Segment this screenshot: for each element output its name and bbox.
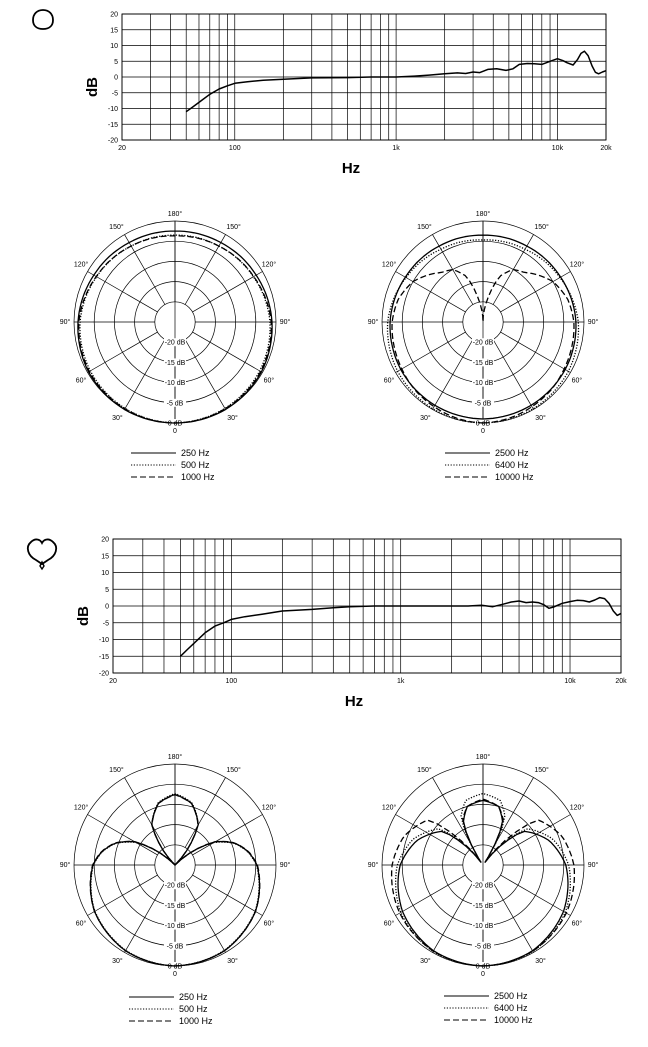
frequency-response-chart-cardioid: [75, 537, 627, 711]
polar-angle-label: 150°: [109, 767, 124, 775]
legend-label: 250 Hz: [179, 992, 208, 1002]
y-tick-label: 0: [114, 74, 118, 82]
polar-spoke: [125, 339, 165, 409]
polar-angle-label: 60°: [571, 377, 583, 385]
x-tick-label: 10k: [564, 678, 576, 685]
polar-angle-label: 180°: [167, 211, 183, 218]
polar-angle-label: 30°: [420, 414, 431, 422]
polar-angle-label: 0: [481, 428, 485, 435]
polar-angle-label: 90°: [279, 319, 291, 326]
polar-db-label: -15 dB: [472, 359, 494, 367]
polar-chart-omni-low: [60, 210, 291, 482]
polar-db-label: -10 dB: [472, 923, 494, 931]
polar-angle-label: 0: [481, 971, 485, 978]
polar-angle-label: 90°: [587, 862, 599, 869]
polar-angle-label: 60°: [75, 377, 87, 385]
polar-db-label: -15 dB: [164, 359, 186, 367]
polar-angle-label: 120°: [73, 804, 89, 812]
y-tick-label: 10: [101, 570, 109, 577]
frequency-response-chart-omni: [84, 12, 612, 178]
polar-db-label: -10 dB: [472, 380, 494, 388]
legend-label: 500 Hz: [179, 1004, 208, 1014]
polar-spoke: [433, 235, 473, 305]
polar-db-label: -10 dB: [164, 380, 186, 388]
polar-spoke: [493, 339, 533, 409]
polar-db-label: -20 dB: [472, 882, 494, 890]
x-tick-label: 100: [225, 678, 238, 685]
polar-spoke: [433, 339, 473, 409]
legend-label: 10000 Hz: [495, 472, 534, 482]
polar-spoke: [192, 815, 262, 855]
polar-spoke: [185, 339, 225, 409]
polar-spoke: [500, 332, 570, 372]
legend-label: 250 Hz: [181, 448, 210, 458]
polar-db-label: -5 dB: [166, 943, 184, 951]
polar-angle-label: 150°: [417, 224, 432, 232]
polar-spoke: [185, 882, 225, 952]
polar-spoke: [500, 875, 570, 915]
x-tick-label: 10k: [551, 145, 564, 152]
polar-angle-label: 120°: [381, 804, 397, 812]
polar-chart-cardioid-low: [60, 753, 291, 1026]
polar-angle-label: 180°: [475, 754, 491, 761]
cardioid-pattern-icon: [28, 539, 56, 564]
polar-db-label: -20 dB: [164, 882, 186, 890]
polar-db-label: -20 dB: [164, 339, 186, 347]
polar-spoke: [192, 272, 262, 312]
polar-angle-label: 180°: [167, 754, 183, 761]
polar-spoke: [125, 235, 165, 305]
polar-angle-label: 90°: [59, 862, 71, 869]
x-axis-title: Hz: [344, 693, 364, 710]
polar-angle-label: 30°: [227, 414, 238, 422]
polar-spoke: [396, 875, 466, 915]
polar-angle-label: 30°: [535, 414, 546, 422]
polar-spoke: [433, 882, 473, 952]
polar-angle-label: 120°: [261, 804, 277, 812]
polar-angle-label: 90°: [59, 319, 71, 326]
polar-angle-label: 90°: [367, 319, 379, 326]
polar-spoke: [185, 235, 225, 305]
polar-spoke: [88, 875, 158, 915]
y-tick-label: -5: [111, 90, 118, 98]
polar-angle-label: 120°: [261, 261, 277, 269]
polar-db-label: -5 dB: [166, 400, 184, 408]
legend-label: 6400 Hz: [495, 460, 529, 470]
polar-db-label: -10 dB: [164, 923, 186, 931]
omnidirectional-pattern-icon: [33, 10, 53, 29]
y-tick-label: -20: [107, 137, 118, 145]
polar-angle-label: 30°: [535, 957, 546, 965]
y-tick-label: -15: [98, 653, 109, 661]
polar-spoke: [396, 332, 466, 372]
y-tick-label: 20: [101, 536, 109, 544]
legend-label: 500 Hz: [181, 460, 210, 470]
polar-db-label: 0 dB: [475, 963, 491, 971]
polar-angle-label: 60°: [383, 377, 395, 385]
polar-db-label: -15 dB: [472, 902, 494, 910]
polar-angle-label: 150°: [109, 224, 124, 232]
y-tick-label: 15: [110, 27, 118, 35]
polar-db-label: -20 dB: [472, 339, 494, 347]
polar-db-label: -5 dB: [474, 943, 492, 951]
y-axis-title: dB: [84, 77, 101, 97]
y-tick-label: -10: [107, 106, 118, 113]
polar-angle-label: 180°: [475, 211, 491, 218]
x-tick-label: 20k: [600, 145, 612, 152]
y-axis-title: dB: [75, 606, 92, 626]
polar-angle-label: 60°: [571, 920, 583, 928]
legend-label: 2500 Hz: [494, 991, 528, 1001]
polar-angle-label: 90°: [587, 319, 599, 326]
polar-chart-omni-high: [368, 210, 599, 482]
y-tick-label: 10: [110, 43, 118, 50]
x-tick-label: 20: [118, 145, 126, 152]
polar-spoke: [88, 332, 158, 372]
polar-angle-label: 60°: [263, 377, 275, 385]
polar-spoke: [500, 272, 570, 312]
y-tick-label: -10: [98, 637, 109, 644]
polar-angle-label: 30°: [112, 957, 123, 965]
polar-angle-label: 120°: [73, 261, 89, 269]
polar-angle-label: 120°: [569, 804, 585, 812]
polar-angle-label: 30°: [227, 957, 238, 965]
y-tick-label: 5: [105, 586, 109, 594]
polar-spoke: [125, 882, 165, 952]
polar-angle-label: 0: [173, 428, 177, 435]
polar-spoke: [185, 778, 225, 848]
polar-angle-label: 30°: [420, 957, 431, 965]
polar-spoke: [125, 778, 165, 848]
y-tick-label: 5: [114, 58, 118, 66]
y-tick-label: -15: [107, 121, 118, 129]
polar-angle-label: 150°: [226, 224, 241, 232]
x-axis-title: Hz: [341, 160, 361, 177]
x-tick-label: 1k: [392, 145, 400, 152]
polar-angle-label: 60°: [383, 920, 395, 928]
polar-angle-label: 0: [173, 971, 177, 978]
legend-label: 1000 Hz: [179, 1016, 213, 1026]
y-tick-label: -5: [102, 620, 109, 628]
polar-db-label: -15 dB: [164, 902, 186, 910]
polar-angle-label: 90°: [367, 862, 379, 869]
polar-db-label: -5 dB: [474, 400, 492, 408]
polar-angle-label: 60°: [75, 920, 87, 928]
polar-spoke: [192, 332, 262, 372]
polar-angle-label: 150°: [226, 767, 241, 775]
legend-label: 6400 Hz: [494, 1003, 528, 1013]
polar-spoke: [493, 882, 533, 952]
polar-spoke: [396, 272, 466, 312]
polar-db-label: 0 dB: [167, 420, 183, 428]
y-tick-label: 0: [105, 603, 109, 611]
polar-angle-label: 60°: [263, 920, 275, 928]
polar-angle-label: 150°: [534, 224, 549, 232]
x-tick-label: 100: [228, 145, 241, 152]
polar-spoke: [500, 815, 570, 855]
polar-angle-label: 30°: [112, 414, 123, 422]
y-tick-label: -20: [98, 670, 109, 678]
polar-angle-label: 150°: [534, 767, 549, 775]
legend-label: 1000 Hz: [181, 472, 215, 482]
polar-chart-cardioid-high: [368, 753, 599, 1025]
x-tick-label: 20: [109, 678, 117, 685]
y-tick-label: 20: [110, 11, 118, 19]
polar-db-label: 0 dB: [475, 420, 491, 428]
polar-angle-label: 90°: [279, 862, 291, 869]
x-tick-label: 1k: [396, 678, 405, 685]
legend-label: 2500 Hz: [495, 448, 529, 458]
legend-label: 10000 Hz: [494, 1015, 533, 1025]
polar-angle-label: 120°: [569, 261, 585, 269]
polar-db-label: 0 dB: [167, 963, 183, 971]
y-tick-label: 15: [101, 553, 109, 561]
polar-angle-label: 150°: [417, 767, 432, 775]
polar-spoke: [192, 875, 262, 915]
polar-spoke: [88, 815, 158, 855]
polar-spoke: [88, 272, 158, 312]
polar-angle-label: 120°: [381, 261, 397, 269]
x-tick-label: 20k: [615, 678, 627, 685]
